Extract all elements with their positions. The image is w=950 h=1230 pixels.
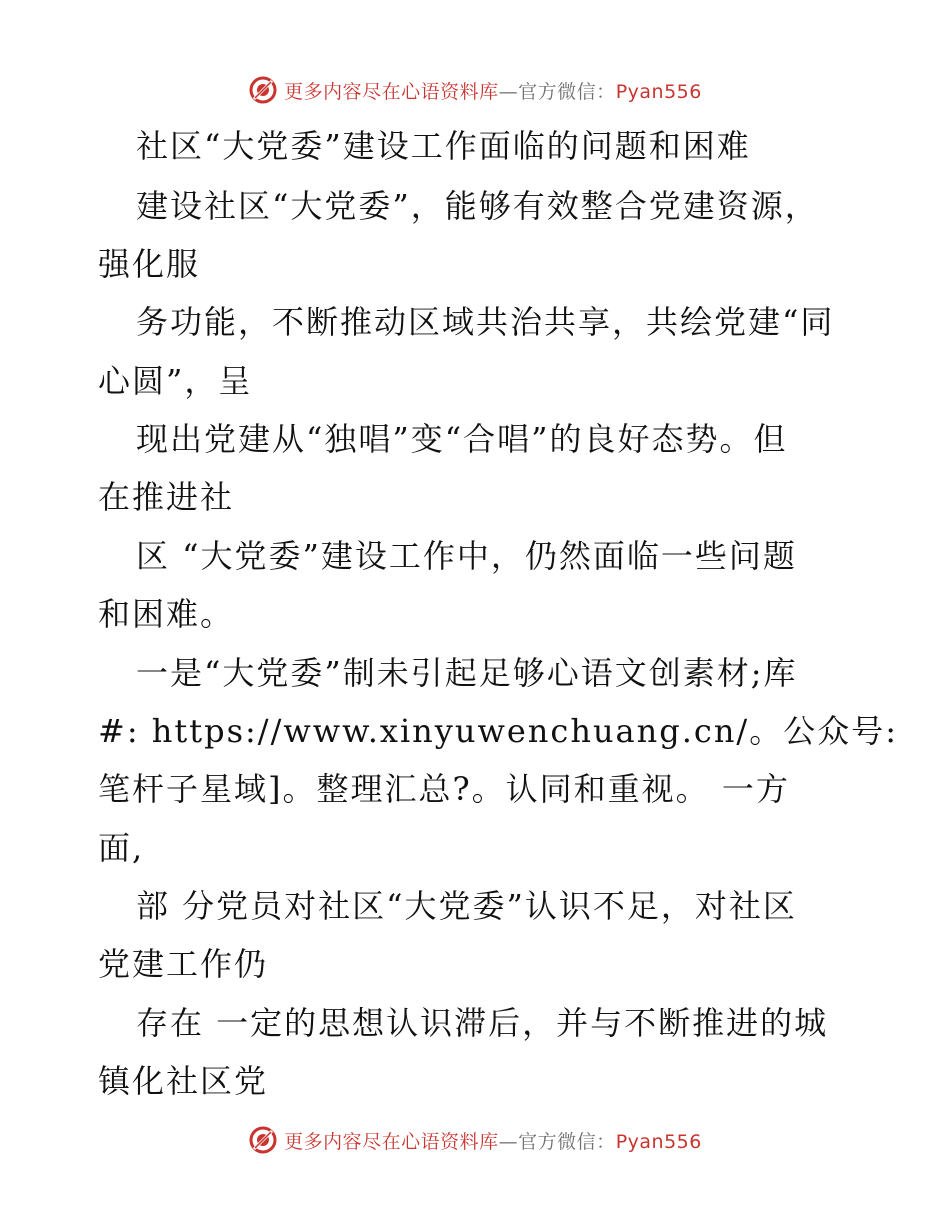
paragraph-line: 强化服 xyxy=(98,245,201,283)
paragraph-line: 笔杆子星域]。整理汇总?。认同和重视。 一方 xyxy=(98,770,790,808)
paragraph-line: 一是“大党委”制未引起足够心语文创素材;库 xyxy=(136,654,798,692)
banner-text xyxy=(284,77,702,104)
banner-main-text: 更多内容尽在心语资料库 xyxy=(284,80,499,103)
paragraph-line: 现出党建从“独唱”变“合唱”的良好态势。但 xyxy=(136,420,788,458)
paragraph-line: 部 分党员对社区“大党委”认识不足，对社区 xyxy=(136,887,797,925)
paragraph-line: 党建工作仍 xyxy=(98,945,269,983)
banner-content xyxy=(248,75,702,105)
paragraph-line: 存在 一定的思想认识滞后，并与不断推进的城 xyxy=(136,1004,829,1042)
banner-content xyxy=(248,1125,702,1155)
red-pen-seal-icon xyxy=(248,75,278,105)
header-watermark-banner xyxy=(0,70,950,110)
paragraph-line: 面, xyxy=(98,829,145,867)
banner-wechat-id: Pyan556 xyxy=(615,1130,702,1153)
paragraph-line: 在推进社 xyxy=(98,478,235,516)
paragraph-line: 镇化社区党 xyxy=(98,1062,269,1100)
footer-watermark-banner xyxy=(0,1120,950,1160)
paragraph-line: 和困难。 xyxy=(98,595,235,633)
paragraph-line: 建设社区“大党委”，能够有效整合党建资源， xyxy=(136,187,819,225)
red-pen-seal-icon xyxy=(248,1125,278,1155)
paragraph-line: 务功能，不断推动区域共治共享，共绘党建“同 xyxy=(136,303,835,341)
banner-wechat-label: 官方微信： xyxy=(518,1130,616,1153)
banner-text xyxy=(284,1127,702,1154)
paragraph-line-url: #: https://www.xinyuwenchuang.cn/。公众号: xyxy=(98,712,898,750)
banner-dash: — xyxy=(498,1130,519,1153)
banner-wechat-label: 官方微信： xyxy=(518,80,616,103)
banner-wechat-id: Pyan556 xyxy=(615,80,702,103)
paragraph-line: 心圆”，呈 xyxy=(98,362,253,400)
banner-dash: — xyxy=(498,80,519,103)
doc-title: 社区“大党委”建设工作面临的问题和困难 xyxy=(136,127,751,165)
banner-main-text: 更多内容尽在心语资料库 xyxy=(284,1130,499,1153)
paragraph-line: 区 “大党委”建设工作中，仍然面临一些问题 xyxy=(136,537,797,575)
